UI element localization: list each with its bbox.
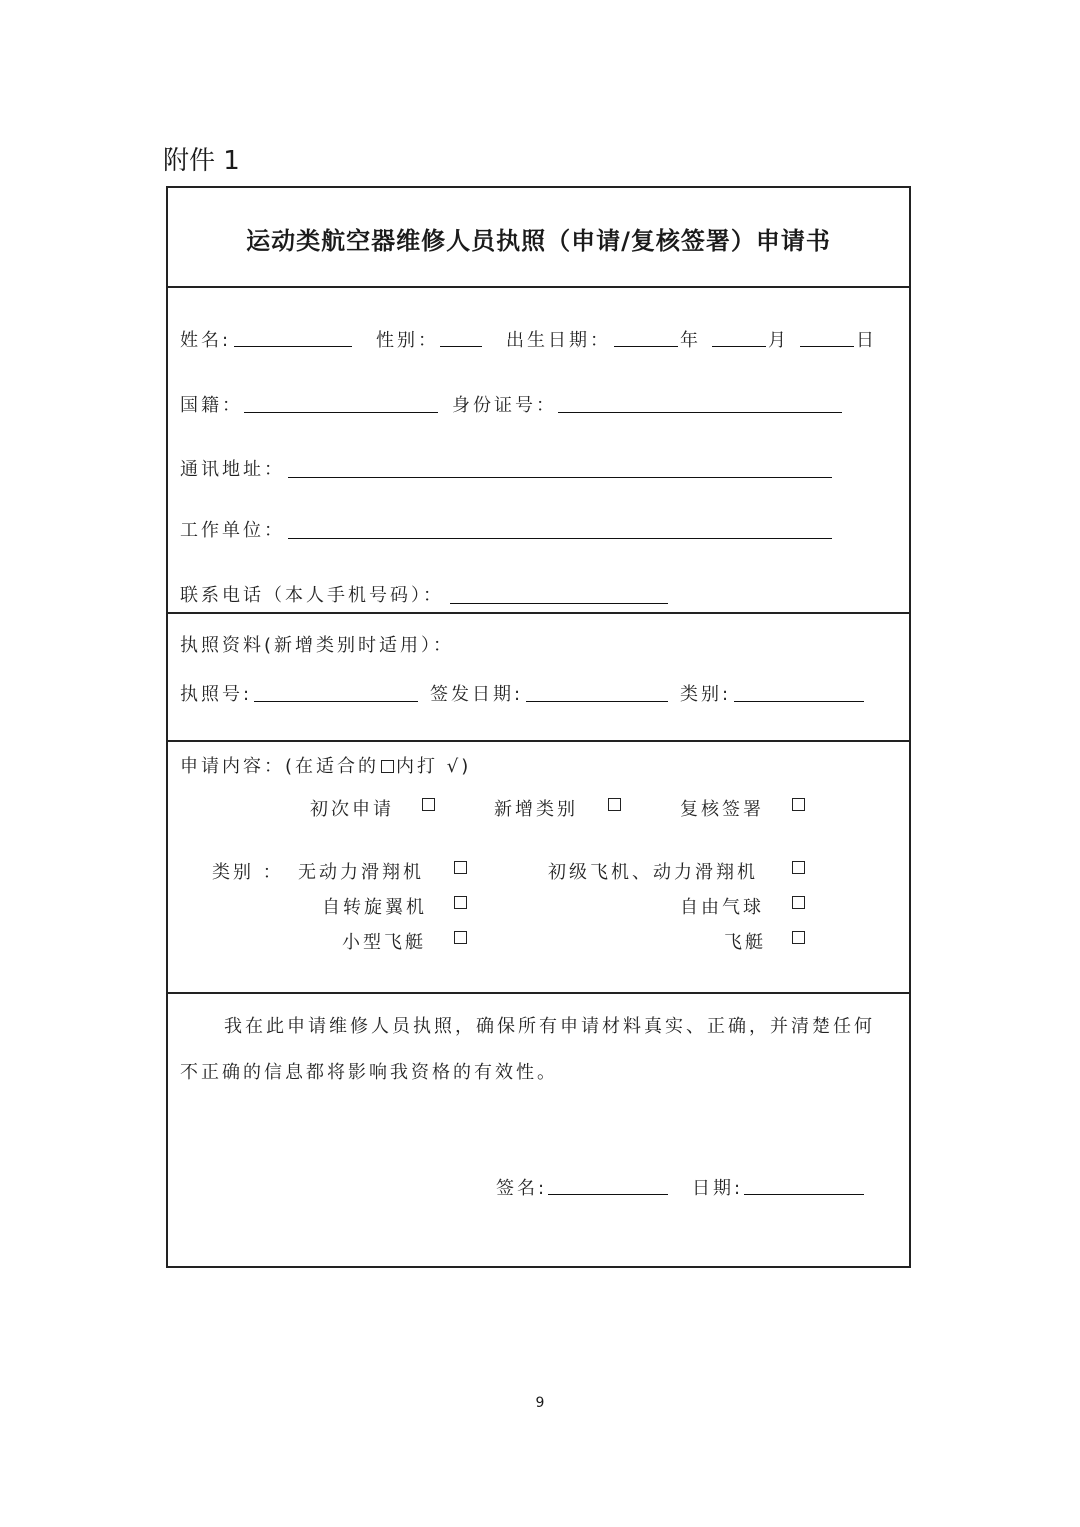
issue-date-field[interactable]	[526, 701, 668, 702]
issue-date-label: 签发日期:	[430, 684, 524, 705]
option-add-category-label: 新增类别	[494, 799, 578, 820]
category-label: 类别 ：	[212, 862, 284, 883]
option-initial-label: 初次申请	[310, 799, 394, 820]
title-divider	[168, 286, 909, 288]
category-free-balloon-label: 自由气球	[680, 897, 764, 918]
license-section-label: 执照资料(新增类别时适用）：	[180, 635, 455, 656]
application-section-label-post: 内打 √)	[396, 756, 472, 777]
license-number-label: 执照号:	[180, 684, 253, 705]
birth-month-field[interactable]	[712, 346, 766, 347]
category-primary-airplane-label: 初级飞机、动力滑翔机	[548, 862, 758, 883]
option-initial-checkbox[interactable]	[422, 798, 435, 811]
application-section-label	[180, 752, 471, 778]
id-number-label: 身份证号：	[452, 395, 557, 416]
gender-field[interactable]	[440, 346, 482, 347]
address-label: 通讯地址：	[180, 459, 285, 480]
birth-day-field[interactable]	[800, 346, 854, 347]
category-glider-label: 无动力滑翔机	[298, 862, 424, 883]
year-label: 年	[680, 330, 701, 351]
name-field[interactable]	[234, 346, 352, 347]
declaration-line-2: 不正确的信息都将影响我资格的有效性。	[180, 1062, 558, 1083]
signature-label: 签名:	[496, 1178, 548, 1199]
category-gyroplane-checkbox[interactable]	[454, 896, 467, 909]
employer-label: 工作单位：	[180, 520, 285, 541]
license-number-field[interactable]	[254, 701, 418, 702]
gender-label: 性别：	[376, 330, 439, 351]
declaration-line-1: 我在此申请维修人员执照，确保所有申请材料真实、正确，并清楚任何	[224, 1016, 875, 1037]
category-airship-checkbox[interactable]	[792, 931, 805, 944]
checkbox-icon	[381, 760, 394, 773]
employer-field[interactable]	[288, 538, 832, 539]
name-label: 姓名:	[180, 330, 232, 351]
category-airship-label: 飞艇	[724, 932, 766, 953]
nationality-field[interactable]	[244, 412, 438, 413]
phone-label: 联系电话（本人手机号码）：	[180, 585, 444, 606]
option-add-category-checkbox[interactable]	[608, 798, 621, 811]
section-divider-2	[168, 740, 909, 742]
address-field[interactable]	[288, 477, 832, 478]
application-section-label-pre: 申请内容：(在适合的	[180, 756, 380, 777]
day-label: 日	[856, 330, 877, 351]
birth-date-label: 出生日期：	[506, 330, 611, 351]
page-number: 9	[535, 1395, 545, 1411]
category-free-balloon-checkbox[interactable]	[792, 896, 805, 909]
option-review-sign-label: 复核签署	[680, 799, 764, 820]
category-small-airship-label: 小型飞艇	[342, 932, 426, 953]
category-glider-checkbox[interactable]	[454, 861, 467, 874]
birth-year-field[interactable]	[614, 346, 678, 347]
nationality-label: 国籍：	[180, 395, 243, 416]
form-title: 运动类航空器维修人员执照（申请/复核签署）申请书	[246, 226, 831, 255]
license-category-label: 类别:	[680, 684, 732, 705]
sign-date-field[interactable]	[744, 1194, 864, 1195]
category-small-airship-checkbox[interactable]	[454, 931, 467, 944]
license-category-field[interactable]	[734, 701, 864, 702]
category-gyroplane-label: 自转旋翼机	[322, 897, 427, 918]
category-primary-airplane-checkbox[interactable]	[792, 861, 805, 874]
section-divider-3	[168, 992, 909, 994]
attachment-label: 附件 1	[163, 146, 240, 176]
id-number-field[interactable]	[558, 412, 842, 413]
signature-field[interactable]	[548, 1194, 668, 1195]
application-form	[166, 186, 911, 1268]
sign-date-label: 日期:	[692, 1178, 744, 1199]
month-label: 月	[768, 330, 789, 351]
option-review-sign-checkbox[interactable]	[792, 798, 805, 811]
phone-field[interactable]	[450, 603, 668, 604]
section-divider-1	[168, 612, 909, 614]
